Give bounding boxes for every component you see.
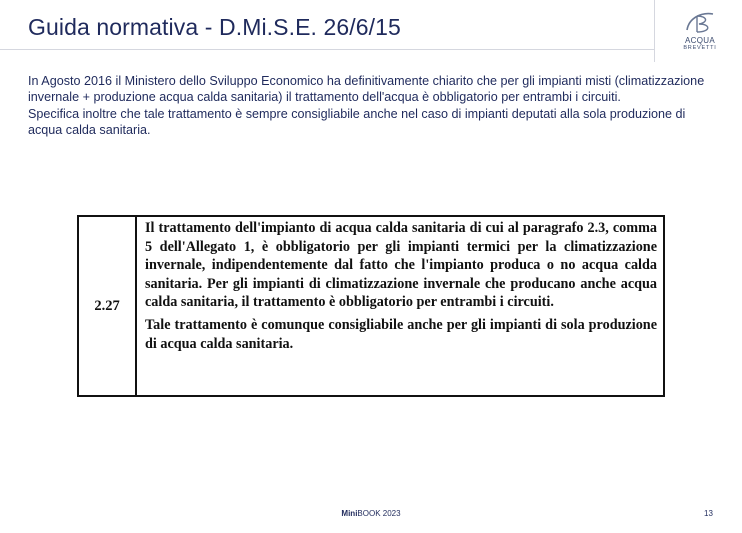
norm-excerpt-table xyxy=(77,215,665,397)
norm-text-cell xyxy=(137,217,663,395)
intro-paragraph-1: In Agosto 2016 il Ministero dello Sviluppo Economico ha definitivamente chiarito che per gli impianti misti (climatizzazione invernale + produzione acqua calda sanitaria) il trattamento dell'acqua è obbligatorio per entrambi i circuiti. xyxy=(28,74,705,105)
header-divider xyxy=(0,49,654,50)
norm-number: 2.27 xyxy=(79,217,137,395)
intro-paragraph-2: Specifica inoltre che tale trattamento è sempre consigliabile anche nel caso di impianti deputati alla sola produzione di acqua calda sanitaria. xyxy=(28,106,686,138)
logo-subtext: BREVETTI xyxy=(683,45,717,51)
norm-text-paragraph-1: Il trattamento dell'impianto di acqua calda sanitaria di cui al paragrafo 2.3, comma 5 dell'Allegato 1, è obbligatorio per gli impianti termici per la climatizzazione invernale, indipendentemente dal fatto che l'impianto produca o no acqua calda sanitaria. Per gli impianti di climatizzazione invernale che producano anche acqua calda sanitaria, il trattamento è obbligatorio per entrambi i circuiti. xyxy=(145,220,657,311)
footer-brand xyxy=(0,509,742,518)
brand-logo xyxy=(668,10,732,64)
logo-divider xyxy=(654,0,655,62)
norm-text-paragraph-2: Tale trattamento è comunque consigliabile anche per gli impianti di sola produzione di acqua calda sanitaria. xyxy=(145,316,657,352)
acqua-brevetti-logo-icon xyxy=(683,10,717,36)
page-title: Guida normativa - D.Mi.S.E. 26/6/15 xyxy=(28,14,401,40)
footer-brand-rest: BOOK 2023 xyxy=(357,509,401,518)
footer-brand-bold: Mini xyxy=(341,509,358,518)
page-number: 13 xyxy=(704,509,713,518)
logo-text: ACQUA xyxy=(685,36,715,45)
intro-text xyxy=(28,73,718,139)
